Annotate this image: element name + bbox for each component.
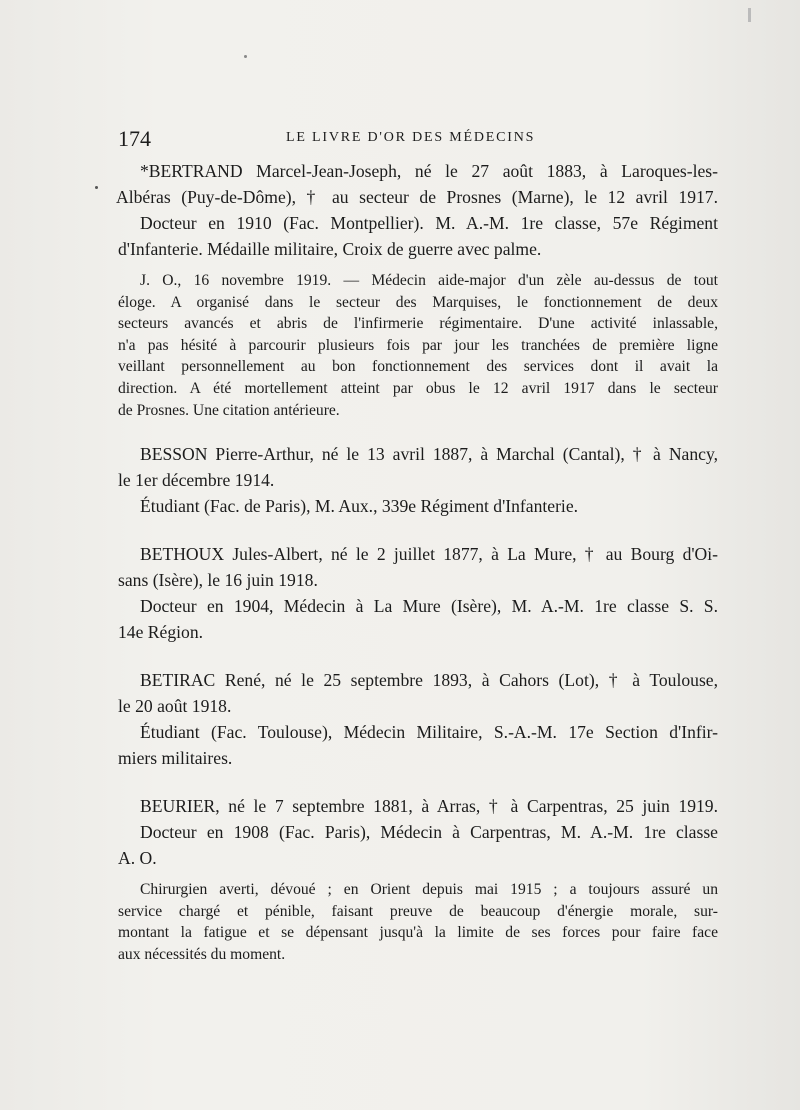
entry-beurier [118,793,718,965]
entry-line: BETHOUX Jules-Albert, né le 2 juillet 1877, à La Mure, † au Bourg d'Oi- [140,544,718,565]
entry-line: sans (Isère), le 16 juin 1918. [118,570,318,591]
entry-line: BESSON Pierre-Arthur, né le 13 avril 1887, à Marchal (Cantal), † à Nancy, [140,444,718,465]
entry-betirac [118,667,718,771]
citation-line: Chirurgien averti, dévoué ; en Orient depuis mai 1915 ; a toujours assuré un [140,881,718,899]
scan-speck [95,186,98,189]
citation-line: secteurs avancés et abris de l'infirmerie régimentaire. D'une activité inlassable, [118,315,718,333]
entry-line: miers militaires. [118,748,233,769]
entry-line: *BERTRAND Marcel-Jean-Joseph, né le 27 août 1883, à Laroques-les- [140,161,718,181]
citation-line: J. O., 16 novembre 1919. — Médecin aide-major d'un zèle au-dessus de tout [140,272,718,289]
citation-line: de Prosnes. Une citation antérieure. [118,401,340,419]
entry-line: 14e Région. [118,622,204,643]
scan-speck [244,55,247,58]
entry-line: Étudiant (Fac. de Paris), M. Aux., 339e Régiment d'Infanterie. [140,496,579,517]
citation-line: aux nécessités du moment. [118,945,286,963]
entry-line: Docteur en 1910 (Fac. Montpellier). M. A.-M. 1re classe, 57e Régiment [140,213,718,233]
citation-line: veillant personnellement au bon fonctionnement des services dont il avait la [118,358,718,376]
entry-bertrand [118,158,718,421]
page-header [118,126,720,152]
citation [118,270,718,421]
page-number: 174 [118,126,151,151]
entry-line: le 20 août 1918. [118,696,232,717]
citation-line: n'a pas hésité à parcourir plusieurs fois par jour les tranchées de première ligne [118,336,718,354]
citation-line: éloge. A organisé dans le secteur des Marquises, le fonctionnement de deux [118,293,718,311]
scan-mark [748,8,751,22]
entry-bethoux [118,541,718,645]
entry-line: BETIRAC René, né le 25 septembre 1893, à Cahors (Lot), † à Toulouse, [140,670,718,691]
running-title: LE LIVRE D'OR DES MÉDECINS [286,130,536,145]
entry-line: le 1er décembre 1914. [118,470,275,491]
entry-line: Étudiant (Fac. Toulouse), Médecin Militaire, S.-A.-M. 17e Section d'Infir- [140,722,718,743]
citation [118,879,718,965]
entry-besson [118,441,718,519]
page-body [118,158,718,966]
citation-line: direction. A été mortellement atteint par obus le 12 avril 1917 dans le secteur [118,379,718,397]
entry-line: A. O. [118,848,157,869]
entry-line: Docteur en 1908 (Fac. Paris), Médecin à Carpentras, M. A.-M. 1re classe [140,822,718,843]
entry-line: Docteur en 1904, Médecin à La Mure (Isère), M. A.-M. 1re classe S. S. [140,596,718,617]
entry-line: d'Infanterie. Médaille militaire, Croix de guerre avec palme. [118,239,542,259]
citation-line: service chargé et pénible, faisant preuve de beaucoup d'énergie morale, sur- [118,902,718,920]
entry-line: Albéras (Puy-de-Dôme), † au secteur de Prosnes (Marne), le 12 avril 1917. [116,187,718,207]
citation-line: montant la fatigue et se dépensant jusqu'à la limite de ses forces pour faire face [118,924,718,942]
entry-line: BEURIER, né le 7 septembre 1881, à Arras, † à Carpentras, 25 juin 1919. [140,796,718,817]
